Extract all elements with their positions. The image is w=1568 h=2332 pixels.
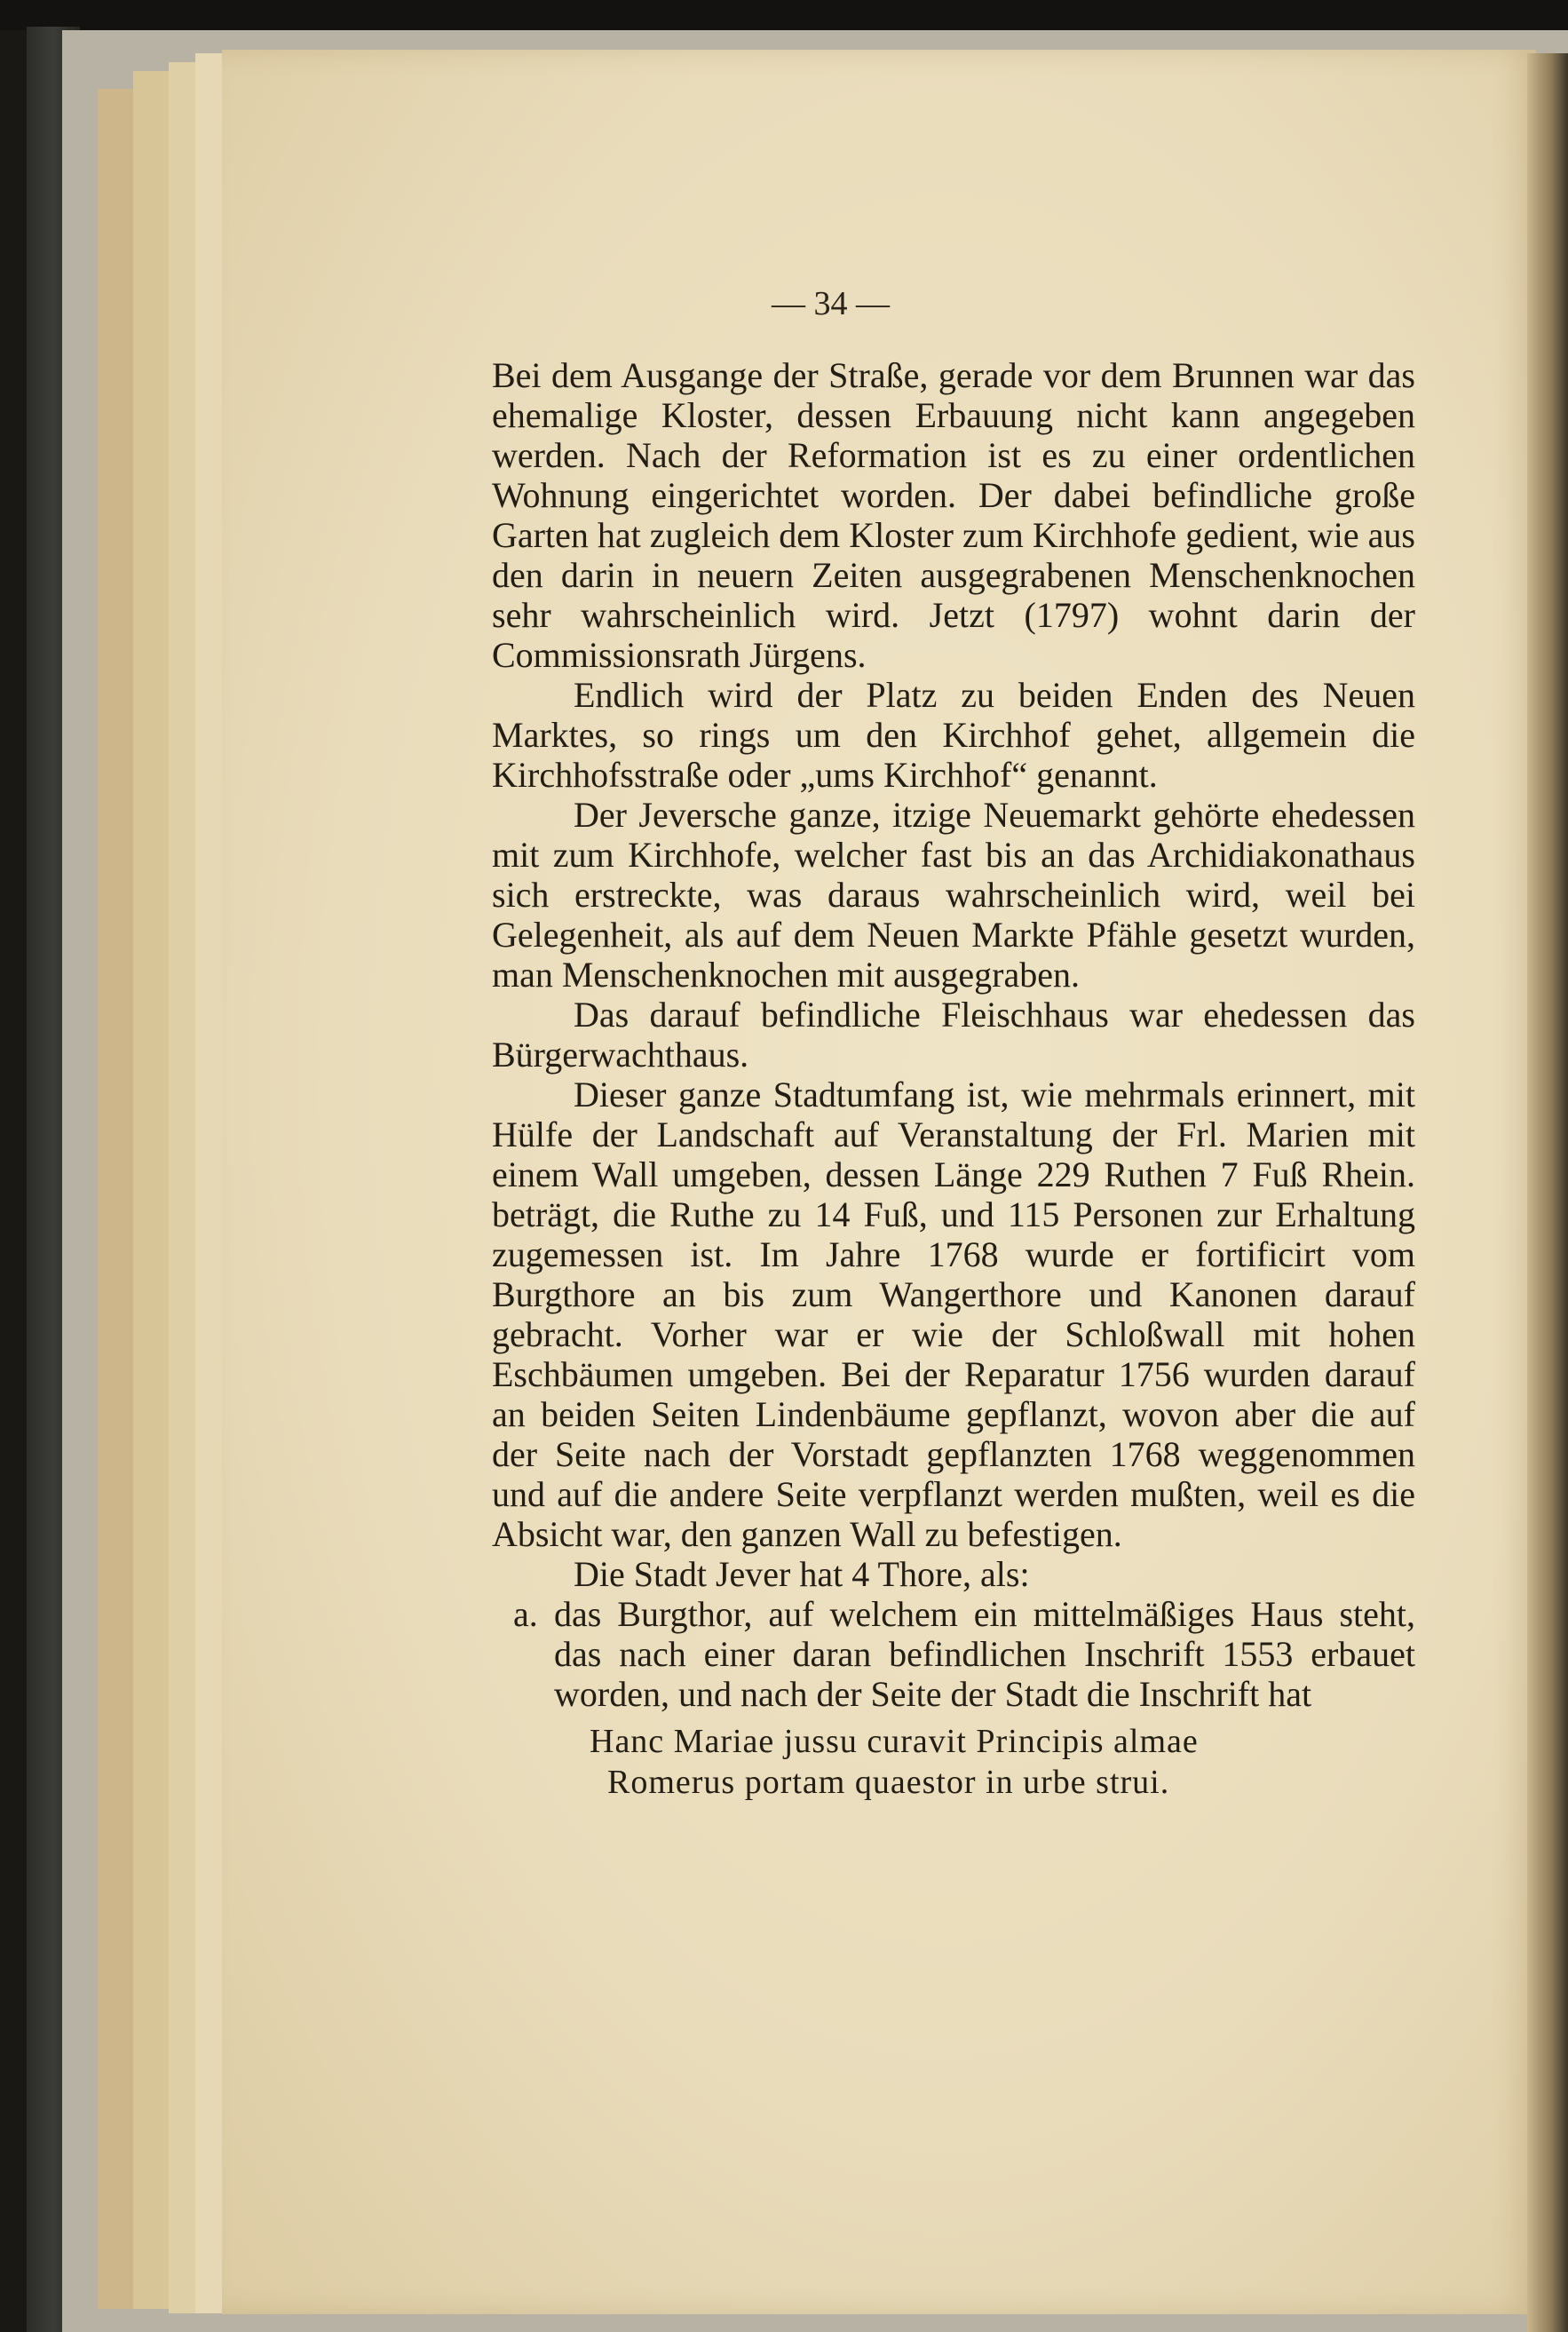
latin-inscription bbox=[492, 1721, 1415, 1803]
paragraph: Die Stadt Jever hat 4 Thore, als: bbox=[574, 1554, 1030, 1594]
paragraph: Dieser ganze Stadtumfang ist, wie mehrmals erinnert, mit Hülfe der Landschaft auf Veranstaltung der Frl. Marien mit einem Wall umgeben, dessen Länge 229 Ruthen 7 Fuß Rhein. beträgt, die Ruthe zu 14 Fuß, und 115 Personen zur Erhaltung zugemessen ist. Im Jahre 1768 wurde er fortificirt vom Burgthore an bis zum Wangerthore und Kanonen darauf gebracht. Vorher war er wie der Schloßwall mit hohen Eschbäumen umgeben. Bei der Reparatur 1756 wurden darauf an beiden Seiten Lindenbäume gepflanzt, wovon aber die auf der Seite nach der Vorstadt gepflanzten 1768 weggenommen und auf die andere Seite verpflanzt werden mußten, weil es die Absicht war, den ganzen Wall zu befestigen. bbox=[492, 1075, 1415, 1554]
list-item bbox=[492, 1594, 1415, 1714]
inscription-line: Hanc Mariae jussu curavit Principis almae bbox=[590, 1723, 1199, 1760]
page-body bbox=[492, 355, 1415, 1803]
book-gutter bbox=[1527, 53, 1568, 2332]
list-item-label: a. bbox=[513, 1594, 538, 1634]
page-number: — 34 — bbox=[772, 285, 890, 322]
paragraph: Der Jeversche ganze, itzige Neuemarkt gehörte ehedessen mit zum Kirchhofe, welcher fast bis an das Archidiakonathaus sich erstreckte, was daraus wahrscheinlich wird, weil bei Gelegenheit, als auf dem Neuen Markte Pfähle gesetzt wurden, man Menschenknochen mit ausgegraben. bbox=[492, 795, 1415, 995]
paragraph: Endlich wird der Platz zu beiden Enden des Neuen Marktes, so rings um den Kirchhof gehet, allgemein die Kirchhofsstraße oder „ums Kirchhof“ genannt. bbox=[492, 675, 1415, 795]
paragraph: Das darauf befindliche Fleischhaus war ehedessen das Bürgerwachthaus. bbox=[492, 995, 1415, 1075]
paragraph: Bei dem Ausgange der Straße, gerade vor dem Brunnen war das ehemalige Kloster, dessen Erbauung nicht kann angegeben werden. Nach der Reformation ist es zu einer ordentlichen Wohnung eingerichtet worden. Der dabei befindliche große Garten hat zugleich dem Kloster zum Kirchhofe gedient, wie aus den darin in neuern Zeiten ausgegrabenen Menschenknochen sehr wahrscheinlich wird. Jetzt (1797) wohnt darin der Commissionsrath Jürgens. bbox=[492, 355, 1415, 675]
scan-top-border bbox=[0, 0, 1568, 30]
list-item-text: das Burgthor, auf welchem ein mittelmäßiges Haus steht, das nach einer daran befindlichen Inschrift 1553 erbauet worden, und nach der Seite der Stadt die Inschrift hat bbox=[554, 1594, 1415, 1714]
inscription-line: Romerus portam quaestor in urbe strui. bbox=[607, 1764, 1170, 1801]
